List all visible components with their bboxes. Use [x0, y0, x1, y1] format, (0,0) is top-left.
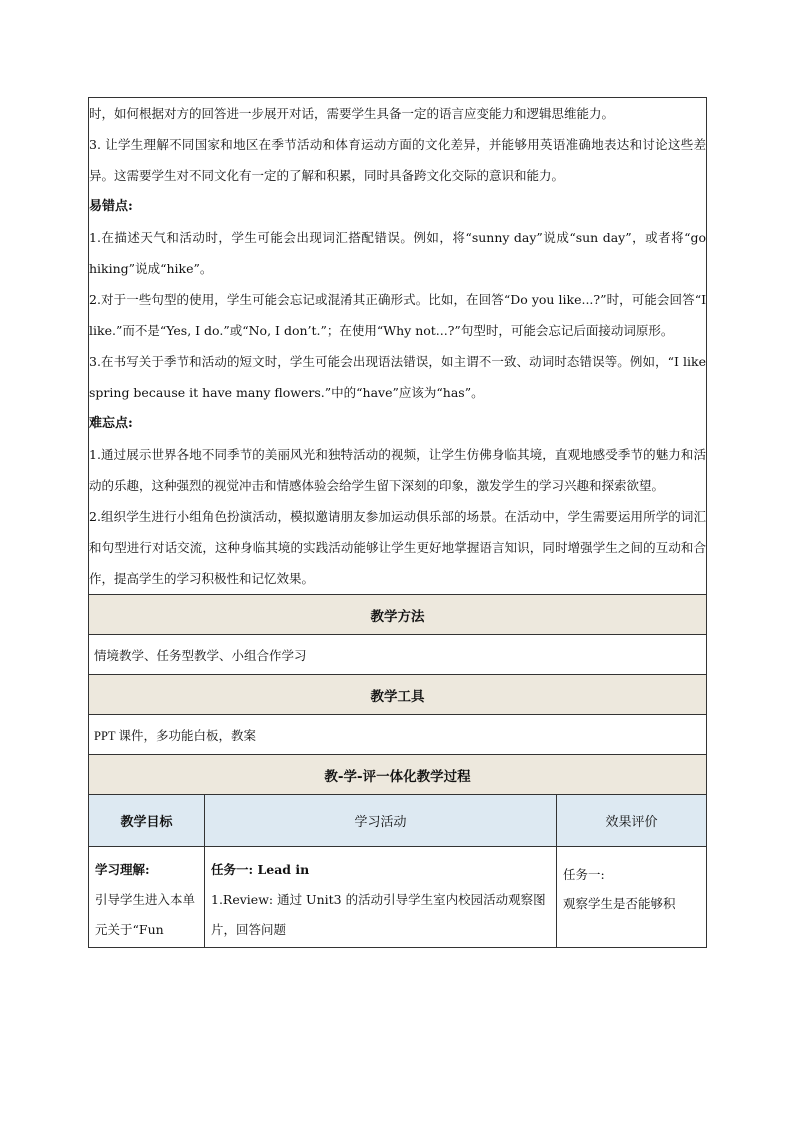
paragraph-3: 3. 让学生理解不同国家和地区在季节活动和体育运动方面的文化差异，并能够用英语准确地表达和讨论这些差异。这需要学生对不同文化有一定的了解和积累，同时具备跨文化交际的意识和能力。: [89, 137, 707, 183]
teaching-tools-header-row: [89, 675, 707, 715]
teaching-method-header: 教学方法: [89, 595, 707, 635]
process-header-row: [89, 755, 707, 795]
memorable-point-2: 2.组织学生进行小组角色扮演活动，模拟邀请朋友参加运动俱乐部的场景。在活动中，学生需要运用所学的词汇和句型进行对话交流，这种身临其境的实践活动能够让学生更好地掌握语言知识，同时增强学生之间的互动和合作，提高学生的学习积极性和记忆效果。: [89, 509, 707, 586]
goal-title: 学习理解:: [95, 862, 150, 877]
error-point-1: 1.在描述天气和活动时，学生可能会出现词汇搭配错误。例如，将“sunny day”说成“sun day”，或者将“go hiking”说成“hike”。: [89, 230, 707, 276]
goal-cell: [89, 847, 205, 948]
process-column-header-row: [89, 795, 707, 847]
teaching-method-content: 情境教学、任务型教学、小组合作学习: [89, 635, 707, 675]
evaluation-cell: [557, 847, 707, 948]
key-points-cell: [89, 98, 707, 595]
column-header-evaluation: 效果评价: [557, 795, 707, 847]
activity-text: 1.Review: 通过 Unit3 的活动引导学生室内校园活动观察图片，回答问题: [211, 892, 546, 937]
paragraph-continued: 时，如何根据对方的回答进一步展开对话，需要学生具备一定的语言应变能力和逻辑思维能力。: [89, 106, 615, 121]
activity-title: 任务一: Lead in: [211, 862, 310, 877]
teaching-tools-row: [89, 715, 707, 755]
teaching-method-row: [89, 635, 707, 675]
error-point-3: 3.在书写关于季节和活动的短文时，学生可能会出现语法错误，如主谓不一致、动词时态错误等。例如，“I like spring because it have many flowers.”中的“have”应该为“has”。: [89, 354, 707, 400]
teaching-method-header-row: [89, 595, 707, 635]
teaching-tools-header: 教学工具: [89, 675, 707, 715]
memorable-points-heading: 难忘点:: [89, 416, 133, 431]
lesson-plan-table: [88, 97, 707, 948]
column-header-activity: 学习活动: [205, 795, 557, 847]
error-point-2: 2.对于一些句型的使用，学生可能会忘记或混淆其正确形式。比如，在回答“Do you like...?”时，可能会回答“I like.”而不是“Yes, I do.”或“No, I don’t.”；在使用“Why not...?”句型时，可能会忘记后面接动词原形。: [89, 292, 707, 338]
process-header: 教-学-评一体化教学过程: [89, 755, 707, 795]
evaluation-title: 任务一:: [563, 867, 605, 882]
error-points-heading: 易错点:: [89, 199, 133, 214]
key-points-row: [89, 98, 707, 595]
memorable-point-1: 1.通过展示世界各地不同季节的美丽风光和独特活动的视频，让学生仿佛身临其境，直观地感受季节的魅力和活动的乐趣，这种强烈的视觉冲击和情感体验会给学生留下深刻的印象，激发学生的学习兴趣和探索欲望。: [89, 447, 707, 493]
activity-cell: [205, 847, 557, 948]
goal-text: 引导学生进入本单元关于“Fun: [95, 892, 196, 937]
evaluation-text: 观察学生是否能够积: [563, 896, 676, 911]
teaching-tools-content: PPT 课件，多功能白板，教案: [89, 715, 707, 755]
column-header-goal: 教学目标: [89, 795, 205, 847]
process-row-1: [89, 847, 707, 948]
